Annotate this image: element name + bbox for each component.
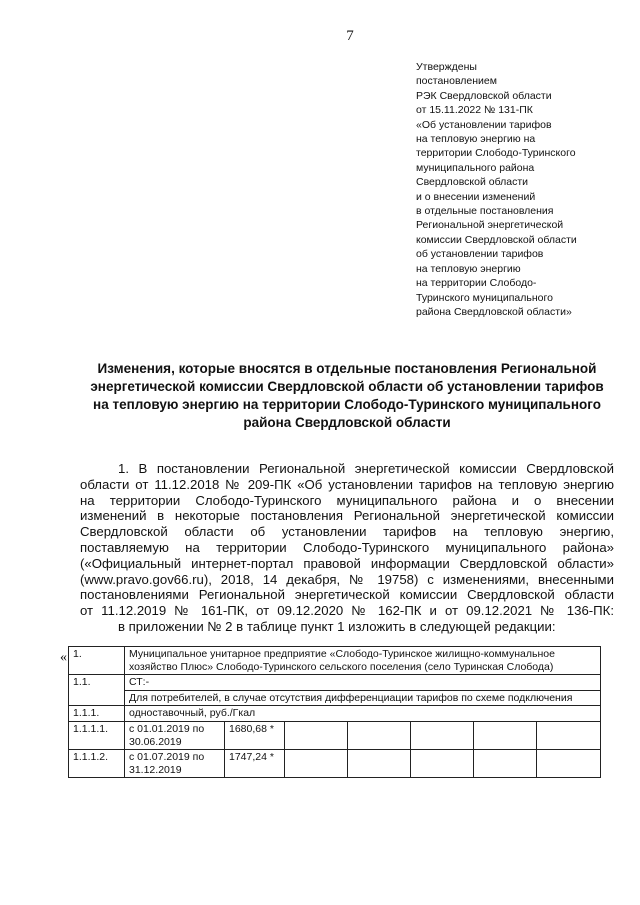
empty-cell bbox=[411, 721, 474, 749]
approval-line: в отдельные постановления bbox=[416, 205, 554, 218]
approval-line: Туринского муниципального bbox=[416, 291, 553, 304]
approval-line: «Об установлении тарифов bbox=[416, 118, 552, 131]
approval-line: на тепловую энергию на bbox=[416, 133, 536, 146]
table-row bbox=[69, 750, 601, 778]
tariff-type: одноставочный, руб./Гкал bbox=[125, 706, 601, 722]
table-row bbox=[69, 675, 601, 691]
table-row bbox=[69, 706, 601, 722]
approval-line: района Свердловской области» bbox=[416, 305, 572, 318]
approval-line: и о внесении изменений bbox=[416, 190, 536, 203]
approval-line: постановлением bbox=[416, 75, 497, 88]
approval-line: РЭК Свердловской области bbox=[416, 89, 552, 102]
system-code: СТ:- bbox=[125, 675, 601, 691]
table-row bbox=[69, 690, 601, 706]
paragraph-line: постановлениями Региональной энергетической комиссии Свердловской области bbox=[80, 587, 614, 603]
heading-line: района Свердловской области bbox=[243, 415, 451, 430]
empty-cell bbox=[285, 750, 348, 778]
paragraph-line: изменений в некоторые постановления Региональной энергетической комиссии bbox=[80, 508, 614, 524]
period-cell: с 01.07.2019 по 31.12.2019 bbox=[125, 750, 225, 778]
empty-cell bbox=[537, 721, 601, 749]
approval-line: муниципального района bbox=[416, 161, 535, 174]
row-number: 1.1.1.2. bbox=[69, 750, 125, 778]
approval-line: об установлении тарифов bbox=[416, 248, 544, 261]
approval-line: территории Слободо-Туринского bbox=[416, 147, 576, 160]
approval-line: комиссии Свердловской области bbox=[416, 233, 577, 246]
paragraph-line: области от 11.12.2018 № 209-ПК «Об установлении тарифов на тепловую энергию bbox=[80, 476, 614, 492]
empty-cell bbox=[411, 750, 474, 778]
row-number: 1.1. bbox=[69, 675, 125, 706]
empty-cell bbox=[474, 750, 537, 778]
tariff-value: 1747,24 * bbox=[225, 750, 285, 778]
tariff-table bbox=[68, 646, 601, 778]
approval-line: Утверждены bbox=[416, 61, 477, 73]
empty-cell bbox=[348, 721, 411, 749]
consumer-description: Для потребителей, в случае отсутствия дифференциации тарифов по схеме подключения bbox=[125, 690, 601, 706]
heading-line: Изменения, которые вносятся в отдельные постановления Региональной bbox=[97, 361, 597, 376]
approval-line: от 15.11.2022 № 131-ПК bbox=[416, 104, 533, 117]
approval-line: на территории Слободо- bbox=[416, 277, 537, 290]
period-cell: с 01.01.2019 по 30.06.2019 bbox=[125, 721, 225, 749]
page-number: 7 bbox=[346, 28, 354, 44]
paragraph-line: («Официальный интернет-портал правовой информации Свердловской области» bbox=[80, 555, 614, 571]
opening-quote: « bbox=[60, 650, 67, 665]
amendment-paragraph bbox=[80, 461, 614, 635]
paragraph-line: (www.pravo.gov66.ru), 2018, 14 декабря, № 19758) с изменениями, внесенными bbox=[80, 571, 614, 587]
tariff-value: 1680,68 * bbox=[225, 721, 285, 749]
heading-line: энергетической комиссии Свердловской области об установлении тарифов bbox=[90, 379, 604, 394]
approval-line: Свердловской области bbox=[416, 176, 529, 189]
approval-line: Региональной энергетической bbox=[416, 219, 564, 232]
organization-name: Муниципальное унитарное предприятие «Слободо-Туринское жилищно-коммунальное хозяйство Плюс» Слободо-Туринского сельского поселения (село Туринская Слобода) bbox=[125, 647, 601, 675]
intro-line: в приложении № 2 в таблице пункт 1 изложить в следующей редакции: bbox=[118, 618, 556, 634]
row-number: 1.1.1.1. bbox=[69, 721, 125, 749]
table-row bbox=[69, 721, 601, 749]
row-number: 1.1.1. bbox=[69, 706, 125, 722]
empty-cell bbox=[474, 721, 537, 749]
table-row bbox=[69, 647, 601, 675]
approval-line: на тепловую энергию bbox=[416, 262, 521, 275]
paragraph-line: 1. В постановлении Региональной энергетической комиссии Свердловской bbox=[118, 461, 614, 476]
empty-cell bbox=[537, 750, 601, 778]
empty-cell bbox=[285, 721, 348, 749]
paragraph-line: от 11.12.2019 № 161-ПК, от 09.12.2020 № 162-ПК и от 09.12.2021 № 136-ПК: bbox=[80, 603, 614, 619]
row-number: 1. bbox=[69, 647, 125, 675]
document-heading bbox=[80, 360, 614, 432]
approval-block bbox=[416, 60, 636, 319]
paragraph-line: поставляемую на территории Слободо-Туринского муниципального района» bbox=[80, 539, 614, 555]
paragraph-line: на территории Слободо-Туринского муниципального района и о внесении bbox=[80, 492, 614, 508]
empty-cell bbox=[348, 750, 411, 778]
heading-line: на тепловую энергию на территории Слободо-Туринского муниципального bbox=[93, 397, 601, 412]
paragraph-line: Свердловской области об установлении тарифов на тепловую энергию, bbox=[80, 524, 614, 540]
